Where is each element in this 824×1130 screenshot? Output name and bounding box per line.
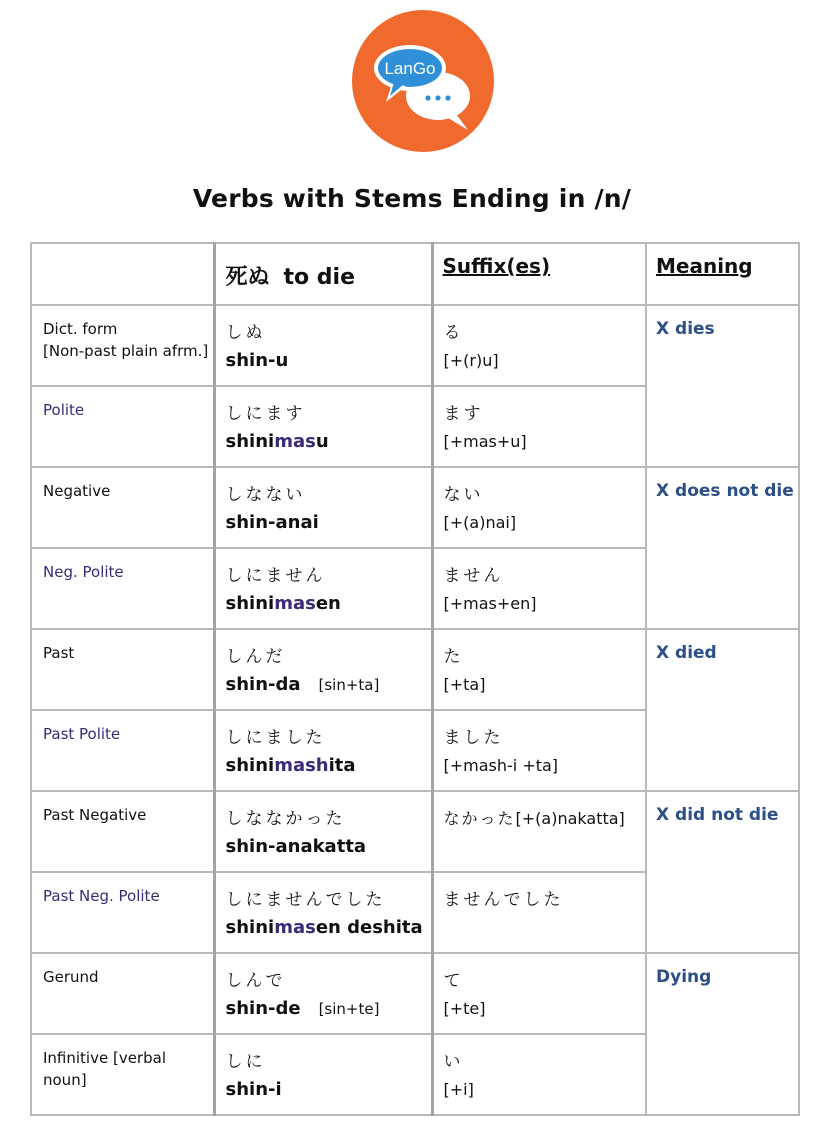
suffix-kana: て [443,971,464,991]
kana-form: しにませんでした [225,890,386,910]
suffix-kana: ません [443,566,504,586]
suffix-cell [432,1034,646,1115]
romaji-form: shin-anakatta [225,836,367,857]
kana-form: しに [225,1052,266,1072]
form-label-cell [31,548,214,629]
form-label-cell [31,953,214,1034]
romaji-form: shin-anai [225,512,319,533]
suffix-roman: [+i] [443,1080,474,1099]
kana-form: しんだ [225,647,286,667]
header-verb-kanji: 死ぬ [225,265,270,290]
meaning-cell [646,467,799,629]
suffix-cell [432,305,646,386]
table-header-row [31,243,799,305]
suffix-cell [432,548,646,629]
suffix-roman: [+(a)nai] [443,513,517,532]
romaji-note: [sin+ta] [318,676,380,694]
logo-text: LanGo [384,59,436,78]
form-label: Neg. Polite [43,563,124,581]
verb-form-cell [214,1034,432,1115]
suffix-kana: ない [443,485,484,505]
form-label-detail: [Non-past plain afrm.] [43,342,209,360]
header-suffix-cell [432,243,646,305]
meaning-cell [646,305,799,467]
romaji-form: shinimasu [225,431,329,452]
form-label-cell [31,791,214,872]
form-label-cell [31,467,214,548]
meaning-cell [646,953,799,1115]
form-label-cell [31,872,214,953]
form-label: Past [43,644,75,662]
verb-form-cell [214,305,432,386]
meaning-text: Dying [656,967,712,987]
suffix-kana: ます [443,404,484,424]
meaning-cell [646,791,799,953]
form-label: Dict. form [43,320,118,338]
verb-form-cell [214,791,432,872]
form-label: Negative [43,482,111,500]
suffix-cell [432,386,646,467]
form-label-cell [31,386,214,467]
meaning-text: X dies [656,319,715,339]
table-row [31,953,799,1034]
header-verb-cell [214,243,432,305]
kana-form: しななかった [225,809,346,829]
header-empty-cell [31,243,214,305]
romaji-form: shinimasen [225,593,341,614]
suffix-roman: [+mash-i +ta] [443,756,559,775]
form-label-cell [31,629,214,710]
speech-bubbles-icon [352,10,494,152]
suffix-kana: い [443,1052,464,1072]
table-row [31,467,799,548]
romaji-form: shinimasen deshita [225,917,423,938]
kana-form: しんで [225,971,286,991]
romaji-form: shin-de [sin+te] [225,998,380,1019]
romaji-note: [sin+te] [318,1000,380,1018]
suffix-roman: [+(a)nakatta] [515,809,625,828]
verb-form-cell [214,548,432,629]
kana-form: しにました [225,728,326,748]
suffix-kana: なかった [443,809,516,828]
meaning-text: X died [656,643,717,663]
header-meaning-cell [646,243,799,305]
suffix-cell [432,629,646,710]
suffix-roman: [+ta] [443,675,486,694]
form-label: Infinitive [verbal noun] [43,1049,166,1089]
romaji-form: shinimashita [225,755,356,776]
suffix-kana: た [443,647,464,667]
suffix-roman: [+(r)u] [443,351,499,370]
verb-form-cell [214,467,432,548]
form-label-cell [31,710,214,791]
romaji-form: shin-i [225,1079,282,1100]
kana-form: しにません [225,566,326,586]
verb-form-cell [214,629,432,710]
suffix-cell [432,953,646,1034]
page-title: Verbs with Stems Ending in /n/ [192,184,632,213]
verb-form-cell [214,710,432,791]
conjugation-table [30,242,800,1116]
form-label: Past Negative [43,806,147,824]
table-row [31,305,799,386]
suffix-kana: る [443,323,464,343]
header-verb-gloss: to die [283,265,356,290]
romaji-form: shin-u [225,350,289,371]
lango-logo [352,10,494,152]
suffix-roman: [+mas+u] [443,432,527,451]
suffix-kana: ませんでした [443,890,564,910]
form-label: Gerund [43,968,99,986]
kana-form: しにます [225,404,306,424]
suffix-roman: [+te] [443,999,486,1018]
form-label-cell [31,305,214,386]
form-label: Past Polite [43,725,121,743]
table-row [31,629,799,710]
verb-form-cell [214,953,432,1034]
meaning-cell [646,629,799,791]
suffix-cell [432,710,646,791]
suffix-inline [434,792,646,830]
form-label: Polite [43,401,85,419]
suffix-cell [432,467,646,548]
meaning-text: X did not die [656,805,779,825]
suffix-kana: ました [443,728,504,748]
kana-form: しなない [225,485,306,505]
verb-form-cell [214,386,432,467]
kana-form: しぬ [225,323,266,343]
suffix-roman: [+mas+en] [443,594,537,613]
form-label-cell [31,1034,214,1115]
header-meaning: Meaning [656,254,753,278]
form-label: Past Neg. Polite [43,887,160,905]
header-suffix: Suffix(es) [442,254,551,278]
meaning-text: X does not die [656,481,794,501]
suffix-cell [432,872,646,953]
romaji-form: shin-da [sin+ta] [225,674,380,695]
verb-form-cell [214,872,432,953]
suffix-cell [432,791,646,872]
table-row [31,791,799,872]
